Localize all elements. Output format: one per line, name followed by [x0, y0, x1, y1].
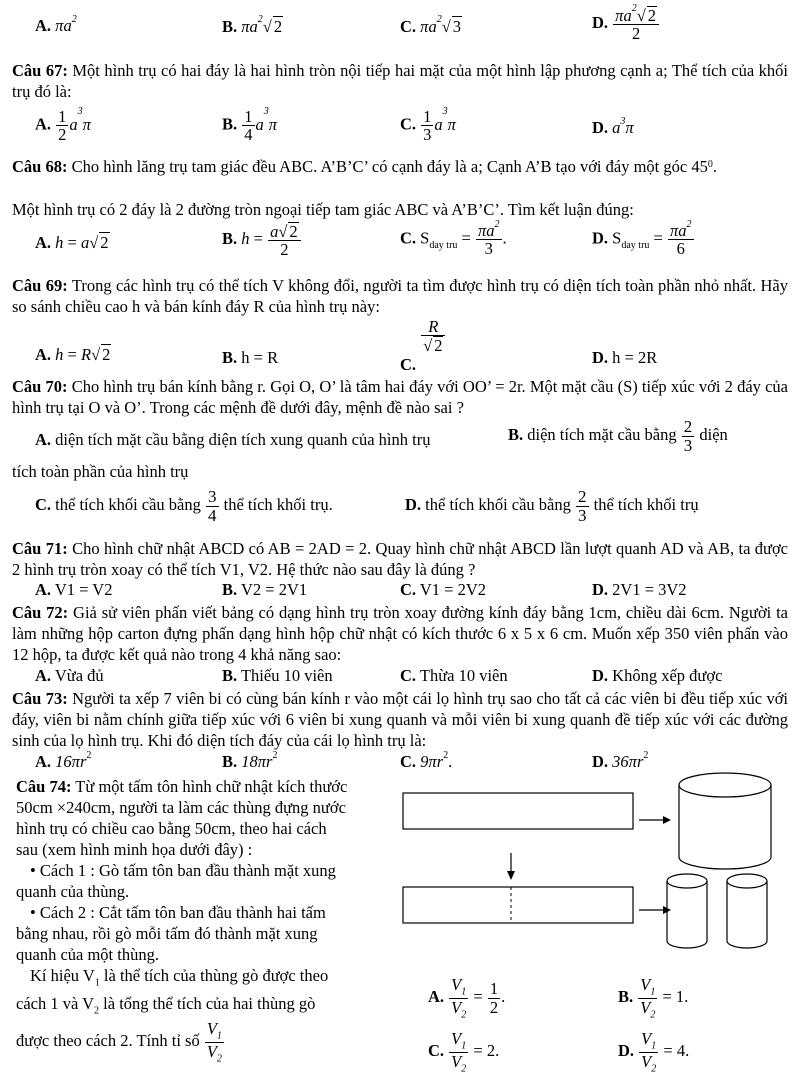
q67-option-b: B. $\frac{1}{4}$ $a^3\pi$ — [222, 106, 278, 145]
q74-option-d: D. $\frac{V_1}{V_2}$ = 4. — [618, 1029, 690, 1075]
q66-option-d: D. $\frac{\pi a^2√ 2}{2}$ — [592, 6, 660, 43]
q72-option-a: A. Vừa đủ — [35, 666, 104, 685]
question-number: Câu 70: — [12, 377, 68, 396]
q71-option-c: C. V1 = 2V2 — [400, 580, 487, 599]
q73-option-d: D. $36\pi r^2$ — [592, 750, 649, 771]
q74-option-c: C. $\frac{V_1}{V_2}$ = 2. — [428, 1029, 500, 1075]
question-text: Cho hình trụ bán kính bằng r. Gọi O, O’ là tâm hai đáy với OO’ = 2r. Một mặt cầu (S) tiếp xúc với 2 đáy của hình trụ tại O và O’. Trong các mệnh đề dưới đây, mệnh đề nào sai ? — [12, 377, 788, 417]
q74-illustration — [395, 765, 795, 965]
question-text: Giả sử viên phấn viết bảng có dạng hình trụ tròn xoay đường kính đáy bằng 1cm, chiều dài 6cm. Người ta làm những hộp carton đựng phấn dạng hình hộp chữ nhật có kích thước 6 x 5 x 6 cm. Muốn xếp 350 viên phấn vào 12 hộp, ta được kết quả nào trong 4 khả năng sao: — [12, 603, 788, 664]
option-label: C. — [400, 17, 417, 36]
q66-option-a: A. $\pi a^2$ — [35, 14, 77, 35]
q72-option-d: D. Không xếp được — [592, 666, 723, 685]
question-text: Cho hình chữ nhật ABCD có AB = 2AD = 2. Quay hình chữ nhật ABCD lần lượt quanh AD và AB, ta được 2 hình trụ tròn xoay có thể tích V1, V2. Hệ thức nào sau đây là đúng ? — [12, 539, 789, 579]
q69-option-d: D. h = 2R — [592, 348, 658, 367]
question-text: Một hình trụ có hai đáy là hai hình tròn nội tiếp hai mặt của một hình lập phương cạnh a; Thể tích của khối trụ đó là: — [12, 61, 788, 101]
metal-sheet-split-rect — [403, 887, 633, 923]
q74-question-end: được theo cách 2. Tính tỉ số $\frac{V_1}{V_2}$ — [16, 1019, 222, 1065]
cylinder-small-icon — [667, 874, 707, 948]
q71-option-d: D. 2V1 = 3V2 — [592, 580, 687, 599]
cylinder-small-icon — [727, 874, 767, 948]
q66-option-c: C. $\pi a^2√$ 3 — [400, 14, 462, 36]
q68-option-c: C. $S_{day tru}$ = $\frac{\pi a^2}{3}$ . — [400, 219, 507, 259]
question-text: Người ta xếp 7 viên bi có cùng bán kính r vào một cái lọ hình trụ sao cho tất cả các viên bi đều tiếp xúc với đáy, viên bi nằm chính giữa tiếp xúc với 6 viên bi xung quanh và mỗi viên bi xung quanh đề tiếp xúc với các đường sinh của lọ hình trụ. Khi đó diện tích đáy của cái lọ hình trụ là: — [12, 689, 789, 750]
q74-option-a: A. $\frac{V_1}{V_2}$ = $\frac{1}{2}$ . — [428, 975, 506, 1021]
question-number: Câu 67: — [12, 61, 68, 80]
q66-option-b: B. $\pi a^2√$ 2 — [222, 14, 283, 36]
q68-option-b: B. h = $\frac{a√ 2}{2}$ — [222, 222, 302, 259]
q67-question — [12, 60, 788, 102]
q71-option-b: B. V2 = 2V1 — [222, 580, 308, 599]
q73-question — [12, 688, 788, 751]
q67-option-a: A. $\frac{1}{2}$ $a^3\pi$ — [35, 106, 91, 145]
metal-sheet-rect — [403, 793, 633, 829]
q72-option-b: B. Thiếu 10 viên — [222, 666, 333, 685]
q69-option-c: C. $\frac{R}{√ 2}$ — [400, 318, 446, 355]
q73-option-c: C. $9\pi r^2$. — [400, 750, 453, 771]
q74-option-b: B. $\frac{V_1}{V_2}$ = 1. — [618, 975, 689, 1021]
q70-option-c: C. thể tích khối cầu bằng $\frac{3}{4}$ thể tích khối trụ. — [35, 487, 333, 525]
q68-question: Câu 68: Cho hình lăng trụ tam giác đều ABC. A’B’C’ có cạnh đáy là a; Cạnh A’B tạo với đáy một góc $45^0$. — [12, 157, 717, 176]
q69-option-a: A. h = R√ 2 — [35, 345, 111, 364]
question-number: Câu 74: — [16, 777, 72, 796]
question-number: Câu 73: — [12, 689, 68, 708]
question-number: Câu 69: — [12, 276, 68, 295]
q70-option-d: D. thể tích khối cầu bằng $\frac{2}{3}$ thể tích khối trụ — [405, 487, 699, 525]
q68-option-a: A. h = a√ 2 — [35, 233, 109, 252]
q67-option-c: C. $\frac{1}{3}$ $a^3\pi$ — [400, 106, 456, 145]
q72-question — [12, 602, 788, 665]
option-label: D. — [592, 13, 609, 33]
question-number: Câu 68: — [12, 157, 68, 176]
q67-option-d: D. $a^3\pi$ — [592, 116, 634, 137]
q73-option-b: B. $18\pi r^2$ — [222, 750, 278, 771]
q68-question-2: Một hình trụ có 2 đáy là 2 đường tròn ngoại tiếp tam giác ABC và A’B’C’. Tìm kết luận đúng: — [12, 200, 634, 219]
q70-question — [12, 376, 788, 418]
q74-question: Câu 74: Từ một tấm tôn hình chữ nhật kích thước 50cm ×240cm, người ta làm các thùng đựng nước hình trụ có chiều cao bằng 50cm, theo hai cách sau (xem hình minh họa dưới đây) : • Cách 1 : Gò tấm tôn ban đầu thành mặt xung quanh của thùng. • Cách 2 : Cắt tấm tôn ban đầu thành hai tấm bằng nhau, rồi gò mỗi tấm đó thành mặt xung quanh của một thùng. Kí hiệu $V_1$ là thể tích của thùng gò được theo cách 1 và $V_2$ là tổng thể tích của hai thùng gò — [16, 777, 348, 1017]
q70-option-b: B. diện tích mặt cầu bằng $\frac{2}{3}$ diện — [508, 417, 728, 455]
option-label: B. — [222, 17, 238, 36]
q69-option-b: B. h = R — [222, 348, 279, 367]
q68-option-d: D. $S_{day tru}$ = $\frac{\pi a^2}{6}$ — [592, 219, 692, 259]
arrowhead-icon — [507, 871, 515, 880]
q73-option-a: A. $16\pi r^2$ — [35, 750, 92, 771]
question-text: Cho hình lăng trụ tam giác đều ABC. A’B’C’ có cạnh đáy là a; Cạnh A’B tạo với đáy một góc 45 — [71, 157, 708, 176]
arrowhead-icon — [663, 816, 671, 824]
q71-option-a: A. V1 = V2 — [35, 580, 113, 599]
q70-option-b-cont: tích toàn phần của hình trụ — [12, 462, 189, 481]
option-label: A. — [35, 16, 52, 35]
q71-question — [12, 538, 788, 580]
q70-option-a: A. diện tích mặt cầu bằng diện tích xung quanh của hình trụ — [35, 430, 431, 449]
question-text: Trong các hình trụ có thể tích V không đổi, người ta tìm được hình trụ có diện tích toàn phần nhỏ nhất. Hãy so sánh chiều cao h và bán kính đáy R của hình trụ này: — [12, 276, 788, 316]
question-number: Câu 71: — [12, 539, 68, 558]
q72-option-c: C. Thừa 10 viên — [400, 666, 508, 685]
cylinder-big-icon — [679, 773, 771, 869]
question-number: Câu 72: — [12, 603, 69, 622]
q69-question — [12, 275, 788, 317]
